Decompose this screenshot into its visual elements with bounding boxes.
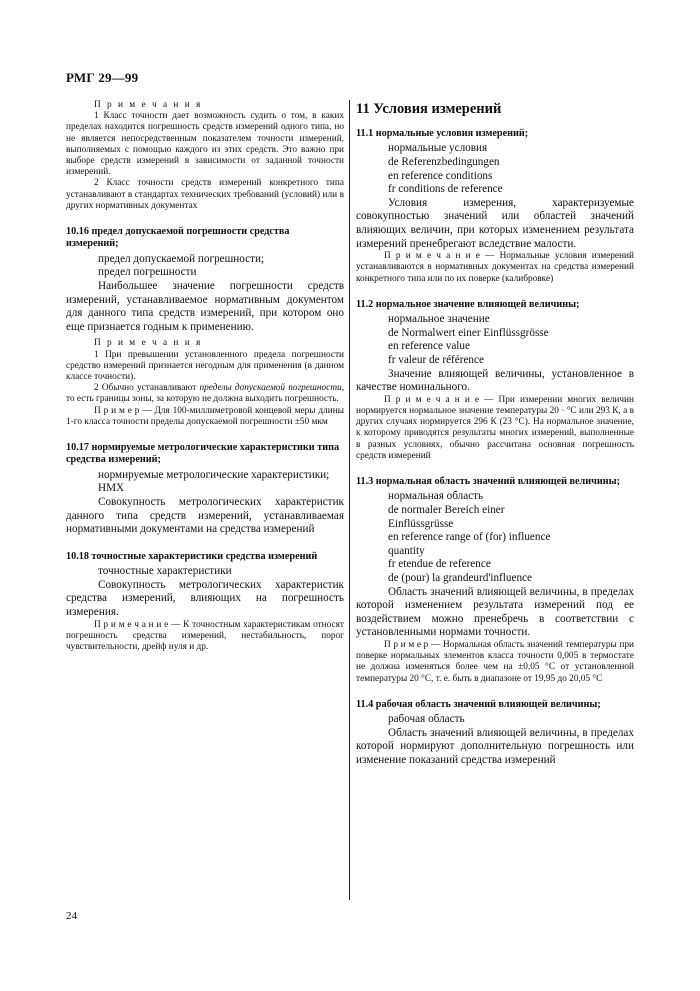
term: en reference range of (for) influence bbox=[388, 531, 551, 544]
term: предел допускаемой погрешности; bbox=[98, 252, 265, 265]
section-heading-11-2: 11.2 нормальное значение влияющей величины; bbox=[356, 298, 580, 310]
left-column bbox=[66, 100, 344, 653]
term: предел погрешности bbox=[98, 266, 197, 279]
term: en reference value bbox=[388, 340, 470, 353]
section-heading-10-16: 10.16 предел допускаемой погрешности средства измерений; bbox=[66, 226, 290, 250]
term: de (pour) la grandeurd'influence bbox=[388, 571, 532, 584]
note-text: П р и м е ч а н и е — При измерении многих величин нормируется нормальное значение температуры 20 · °С или 293 К, а в других случаях нормируется 296 К (23 °С). На нормальное значение, к которому приводятся результаты многих измерений, выполненные в разных условиях, обычно рассчитана основная погрешность средств измерений bbox=[356, 394, 634, 461]
term: НМХ bbox=[98, 482, 125, 495]
definition: Область значений влияющей величины, в пределах которой нормируют дополнительную погрешность или изменение показаний средства измерений bbox=[356, 726, 634, 766]
term: quantity bbox=[388, 544, 425, 557]
term: нормальная область bbox=[388, 490, 484, 503]
example-text: П р и м е р — Для 100-миллиметровой концевой меры длины 1-го класса точности пределы допускаемой погрешности ±50 мкм bbox=[66, 405, 345, 427]
term: fr valeur de référence bbox=[388, 353, 484, 366]
right-column bbox=[356, 100, 634, 767]
note-text: 1 Класс точности дает возможность судить о том, в каких пределах находится погрешность средств измерений одного типа, но не является непосредственным показателем точности измерений, выполняемых с помощью каждого из этих средств. Это важно при выборе средств измерений в зависимости от заданной точности измерений. bbox=[66, 111, 344, 178]
term: en reference conditions bbox=[388, 169, 493, 182]
definition: Совокупность метрологических характеристик средства измерений, влияющих на погрешность измерения. bbox=[66, 578, 344, 618]
section-heading-11-3: 11.3 нормальная область значений влияющей величины; bbox=[356, 475, 620, 487]
page-number: 24 bbox=[66, 910, 77, 922]
note-text: 2 Обычно устанавливают пределы допускаемой погрешности, то есть границы зоны, за которую не должна выходить погрешность. bbox=[66, 383, 345, 405]
example-text: П р и м е р — Нормальная область значений температуры при поверке нормальных элементов класса точности 0,005 в термостате не должна изменяться более чем на ±0,05 °С от установленной температуры 20 °С, т. е. быть в диапазоне от 19,95 до 20,05 °С bbox=[356, 639, 635, 684]
definition: Совокупность метрологических характеристик данного типа средств измерений, устанавливаемая нормативными документами на средства измерений bbox=[66, 496, 344, 536]
term: fr conditions de reference bbox=[388, 183, 503, 196]
definition: Наибольшее значение погрешности средств измерений, устанавливаемое нормативным документом для данного типа средств измерений, при котором оно еще признается годным к применению. bbox=[66, 280, 344, 333]
term: рабочая область bbox=[388, 713, 465, 726]
term: точностные характеристики bbox=[98, 565, 232, 578]
column-divider bbox=[349, 100, 350, 900]
term: нормальные условия bbox=[388, 142, 488, 155]
term: de Normalwert einer Einflüssgrösse bbox=[388, 326, 549, 339]
term: de Referenzbedingungen bbox=[388, 156, 500, 168]
term: Einflüssgrüsse bbox=[388, 517, 454, 530]
note-text: 2 Класс точности средств измерений конкретного типа устанавливают в стандартах технических требований (условий) или в других нормативных документах bbox=[66, 178, 344, 211]
note-text: П р и м е ч а н и е — Нормальные условия измерений устанавливаются в нормативных документах на средства измерений конкретного типа или по их поверке (калибровке) bbox=[356, 251, 634, 284]
definition: Значение влияющей величины, установленное в качестве номинального. bbox=[356, 367, 634, 394]
section-heading-10-18: 10.18 точностные характеристики средства измерений bbox=[66, 550, 318, 562]
notes-label: П р и м е ч а н и я bbox=[94, 100, 203, 110]
definition: Область значений влияющей величины, в пределах которой изменением результата измерений под ее воздействием можно пренебречь в соответствии с установленными нормами точности. bbox=[356, 585, 634, 639]
note-text: 1 При превышении установленного предела погрешности средство измерений признается негодным для применения (в данном классе точности). bbox=[66, 349, 344, 383]
definition: Условия измерения, характеризуемые совокупностью значений или областей значений влияющих величин, при которых изменением результата измерений пренебрегают вследствие малости. bbox=[356, 196, 634, 250]
section-heading-11-4: 11.4 рабочая область значений влияющей величины; bbox=[356, 698, 601, 710]
term: de normaler Bereich einer bbox=[388, 503, 505, 516]
term: нормируемые метрологические характеристики; bbox=[98, 468, 330, 481]
section-heading-11-1: 11.1 нормальные условия измерений; bbox=[356, 128, 529, 139]
running-header: РМГ 29—99 bbox=[66, 70, 139, 85]
term: нормальное значение bbox=[388, 313, 490, 326]
section-title-11: 11 Условия измерений bbox=[356, 101, 502, 117]
note-text: П р и м е ч а н и е — К точностным характеристикам относят погрешность средства измерений, нестабильность, порог чувствительности, дрейф нуля и др. bbox=[66, 619, 344, 652]
section-heading-10-17: 10.17 нормируемые метрологические характеристики типа средства измерений; bbox=[66, 442, 340, 466]
term: fr etendue de reference bbox=[388, 558, 491, 571]
notes-label: П р и м е ч а н и я bbox=[94, 338, 203, 349]
